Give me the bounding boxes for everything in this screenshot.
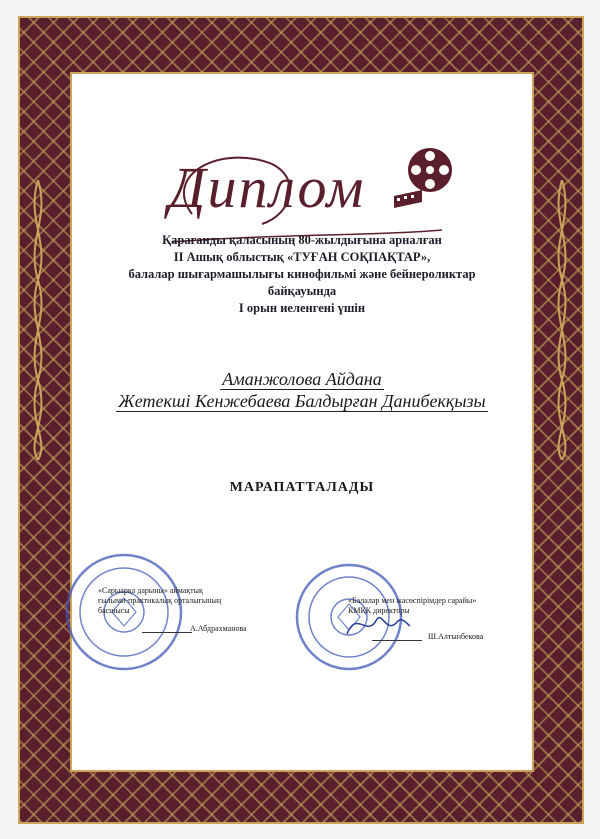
signatory-line: КМҚК директоры	[348, 606, 410, 615]
awarded-heading: МАРАПАТТАЛАДЫ	[229, 480, 375, 495]
signatory-line: басшысы	[98, 606, 130, 615]
film-reel-icon	[392, 144, 462, 214]
right-side-ornament	[550, 180, 574, 460]
description-line: байқауында	[267, 284, 337, 298]
description-line: Қарағанды қаласының 80-жылдығына арналған	[162, 233, 442, 247]
description-line: балалар шығармашылығы кинофильмі және бейнероликтар	[128, 267, 476, 281]
right-signatory-title	[348, 596, 528, 616]
mentor-name: Жетекші Кенжебаева Балдырған Данибекқызы	[118, 391, 486, 411]
recipient-name: Аманжолова Айдана	[222, 369, 382, 389]
signatory-line: «Сарыарқа дарыны» аймақтық	[98, 586, 203, 595]
description-line: II Ашық облыстық «ТУҒАН СОҚПАҚТАР»,	[173, 250, 431, 264]
recipient-block	[72, 368, 532, 412]
left-side-ornament	[26, 180, 50, 460]
award-description	[72, 232, 532, 317]
diploma-title: Диплом	[168, 155, 366, 220]
signatory-line: ғылыми-практикалық орталығының	[98, 596, 222, 605]
signatory-line: «Балалар мен жасөспірімдер сарайы»	[348, 596, 477, 605]
description-line: I орын иеленгені үшін	[238, 301, 366, 315]
diploma-content	[72, 74, 532, 770]
right-signature-line	[372, 640, 422, 641]
left-signature-line	[142, 632, 192, 633]
left-signatory-name: А.Абдрахманова	[190, 624, 247, 633]
left-signatory-title	[98, 586, 258, 616]
right-signatory-name: Ш.Алтынбекова	[428, 632, 484, 641]
